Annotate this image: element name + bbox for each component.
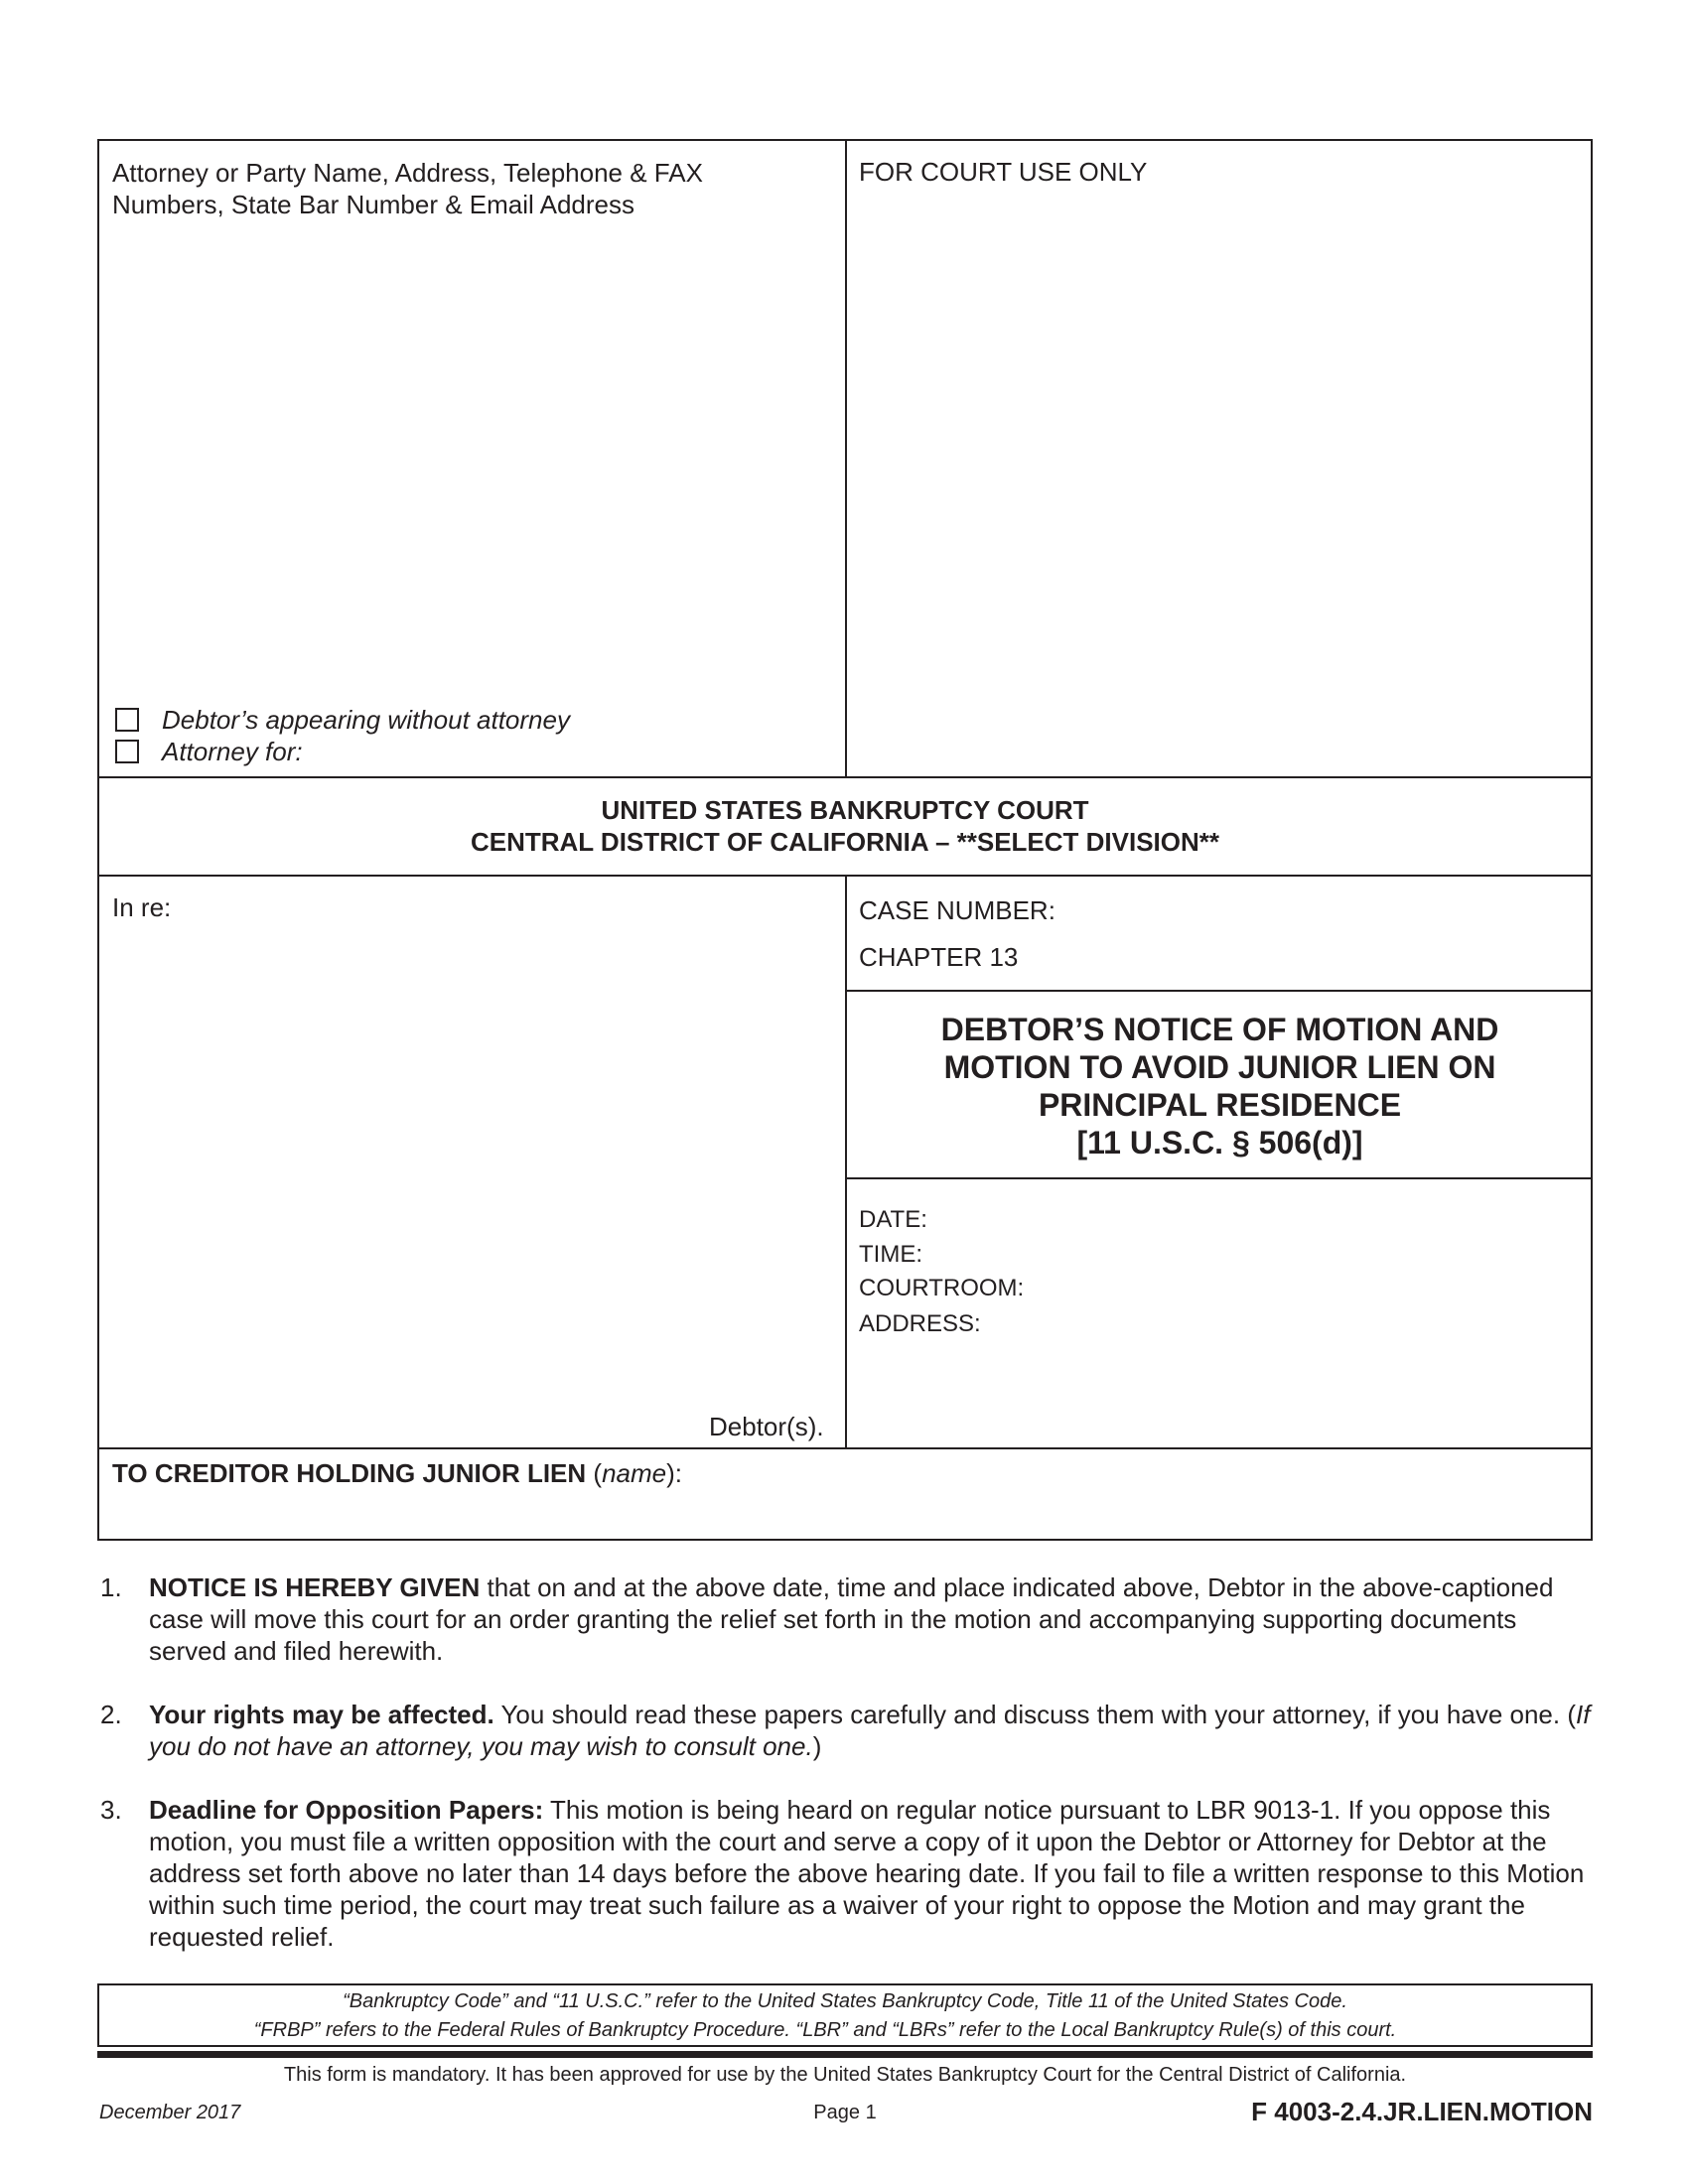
mandatory-notice: This form is mandatory. It has been approved for use by the United States Bankruptcy Court for the Central District of California. <box>283 2064 1407 2086</box>
creditor-label-bold: TO CREDITOR HOLDING JUNIOR LIEN <box>112 1458 587 1488</box>
in-re-label: In re: <box>112 892 172 922</box>
divider-row-1 <box>97 776 1593 778</box>
creditor-open: ( <box>586 1458 603 1488</box>
paragraph-3-text: This motion is being heard on regular notice pursuant to LBR 9013-1. If you oppose this motion, you must file a written opposition with the court and serve a copy of it upon the Debtor or Attorney for Debtor at the address set forth above no later than 14 days before the above hearing date. If you fail to file a written response to this Motion within such time period, the court may treat such failure as a waiver of your right to oppose the Motion and may grant the requested relief. <box>149 1795 1585 1952</box>
divider-top-vertical <box>845 139 847 777</box>
motion-title-3: PRINCIPAL RESIDENCE <box>1038 1087 1402 1123</box>
motion-title-2: MOTION TO AVOID JUNIOR LIEN ON <box>943 1049 1496 1085</box>
attorney-label-line-2: Numbers, State Bar Number & Email Address <box>112 190 634 219</box>
divider-right-2 <box>845 1177 1593 1179</box>
definitions-box <box>97 1983 1593 2047</box>
box-bottom <box>97 1539 1593 1541</box>
creditor-name-hint: name <box>602 1458 667 1488</box>
checkbox-debtor-without-attorney[interactable] <box>115 708 139 732</box>
paragraph-3-lead: Deadline for Opposition Papers: <box>149 1795 544 1825</box>
case-number-label: CASE NUMBER: <box>859 895 1055 925</box>
paragraph-1-number: 1. <box>100 1572 122 1602</box>
hearing-date-label: DATE: <box>859 1206 927 1233</box>
courtroom-label: COURTROOM: <box>859 1275 1025 1301</box>
motion-title-1: DEBTOR’S NOTICE OF MOTION AND <box>940 1012 1499 1047</box>
paragraph-3-number: 3. <box>100 1795 122 1825</box>
address-label: ADDRESS: <box>859 1310 981 1337</box>
chapter-label: CHAPTER 13 <box>859 942 1019 972</box>
court-district: CENTRAL DISTRICT OF CALIFORNIA – **SELECT DIVISION** <box>470 827 1220 857</box>
page-number: Page 1 <box>813 2102 877 2123</box>
motion-title-4: [11 U.S.C. § 506(d)] <box>1076 1125 1363 1160</box>
creditor-close: ): <box>666 1458 683 1488</box>
attorney-label-line-1: Attorney or Party Name, Address, Telephone & FAX <box>112 158 703 188</box>
paragraph-2-text: You should read these papers carefully and discuss them with your attorney, if you have one. ( <box>493 1700 1576 1729</box>
paragraph-2-italic: If you do not have an attorney, you may wish to consult one. <box>149 1700 1591 1761</box>
paragraph-1-lead: NOTICE IS HEREBY GIVEN <box>149 1572 481 1602</box>
definition-1: “Bankruptcy Code” and “11 U.S.C.” refer to the United States Bankruptcy Code, Title 11 of the United States Code. <box>343 1990 1347 2012</box>
hearing-time-label: TIME: <box>859 1241 922 1268</box>
definition-2: “FRBP” refers to the Federal Rules of Bankruptcy Procedure. “LBR” and “LBRs” refer to the Local Bankruptcy Rule(s) of this court. <box>253 2019 1397 2041</box>
checkbox-debtor-label: Debtor’s appearing without attorney <box>162 705 570 735</box>
divider-mid-vertical <box>845 875 847 1448</box>
divider-row-3 <box>97 1447 1593 1449</box>
paragraph-2-tail: ) <box>812 1731 822 1761</box>
debtors-label: Debtor(s). <box>709 1412 824 1441</box>
court-name: UNITED STATES BANKRUPTCY COURT <box>601 795 1089 825</box>
paragraph-1 <box>149 1571 1599 1667</box>
checkbox-attorney-label: Attorney for: <box>162 737 303 766</box>
court-use-label: FOR COURT USE ONLY <box>859 157 1148 187</box>
checkbox-attorney-for[interactable] <box>115 740 139 763</box>
paragraph-3 <box>149 1794 1599 1953</box>
paragraph-1-text: that on and at the above date, time and place indicated above, Debtor in the above-captioned case will move this court for an order granting the relief set forth in the motion and accompanying supporting documents served and filed herewith. <box>149 1572 1554 1666</box>
form-id: F 4003-2.4.JR.LIEN.MOTION <box>1251 2097 1593 2126</box>
divider-right-1 <box>845 990 1593 992</box>
paragraph-2-number: 2. <box>100 1700 122 1729</box>
paragraph-2-lead: Your rights may be affected. <box>149 1700 494 1729</box>
form-date: December 2017 <box>99 2102 241 2123</box>
creditor-label <box>112 1457 682 1489</box>
paragraph-2 <box>149 1699 1599 1762</box>
footer-thick-rule <box>97 2051 1593 2058</box>
